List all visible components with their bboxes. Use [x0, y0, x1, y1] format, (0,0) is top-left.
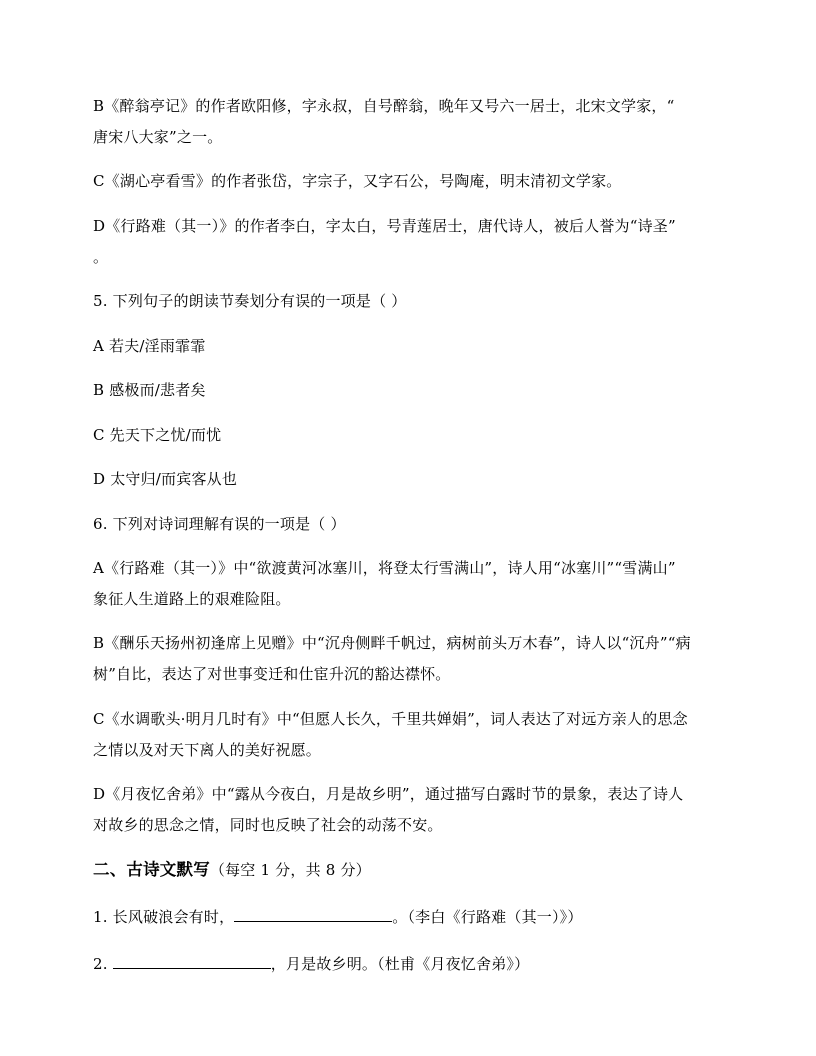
question-6: 6. 下列对诗词理解有误的一项是（ ） — [93, 515, 346, 533]
fill-question-1 — [93, 907, 733, 927]
fill-question-1-suffix: 。（李白《行路难（其一）》） — [392, 908, 583, 926]
fill-question-2-prefix: 2. — [93, 955, 113, 973]
question-6-option-b-line-2: 树”自比，表达了对世事变迁和仕宦升沉的豁达襟怀。 — [93, 665, 451, 683]
fill-question-1-prefix: 1. 长风破浪会有时， — [93, 908, 235, 926]
section-2-heading — [93, 860, 733, 880]
section-2-title: 二、古诗文默写 — [93, 860, 210, 879]
question-6-option-d-line-1: D《月夜忆舍弟》中“露从今夜白，月是故乡明”，通过描写白露时节的景象，表达了诗人 — [93, 785, 684, 803]
question-5-option-d: D 太守归/而宾客从也 — [93, 470, 238, 488]
question-5-option-a: A 若夫/淫雨霏霏 — [93, 337, 206, 355]
option-4b-line-2: 唐宋八大家”之一。 — [93, 128, 223, 146]
fill-question-2-blank[interactable] — [113, 954, 271, 969]
question-6-option-d-line-2: 对故乡的思念之情，同时也反映了社会的动荡不安。 — [93, 816, 443, 834]
question-6-option-c-line-1: C《水调歌头·明月几时有》中“但愿人长久，千里共婵娟”，词人表达了对远方亲人的思念 — [93, 710, 688, 728]
question-6-option-a-line-1: A《行路难（其一）》中“欲渡黄河冰塞川，将登太行雪满山”，诗人用“冰塞川”“雪满山” — [93, 559, 676, 577]
option-4d-line-2: 。 — [93, 248, 109, 266]
option-4d-line-1: D《行路难（其一）》的作者李白，字太白，号青莲居士，唐代诗人，被后人誉为“诗圣” — [93, 217, 676, 235]
question-6-option-a-line-2: 象征人生道路上的艰难险阻。 — [93, 590, 291, 608]
option-4c: C《湖心亭看雪》的作者张岱，字宗子，又字石公，号陶庵，明末清初文学家。 — [93, 172, 622, 190]
question-5-option-b: B 感极而/悲者矣 — [93, 381, 206, 399]
question-5: 5. 下列句子的朗读节奏划分有误的一项是（ ） — [93, 292, 407, 310]
section-2-score-note: （每空 1 分，共 8 分） — [209, 861, 371, 879]
question-6-option-c-line-2: 之情以及对天下离人的美好祝愿。 — [93, 741, 322, 759]
fill-question-1-blank[interactable] — [234, 907, 392, 922]
question-6-option-b-line-1: B《酬乐天扬州初逢席上见赠》中“沉舟侧畔千帆过，病树前头万木春”，诗人以“沉舟”“病 — [93, 634, 691, 652]
fill-question-2-suffix: ，月是故乡明。（杜甫《月夜忆舍弟》） — [270, 955, 530, 973]
question-5-option-c: C 先天下之忧/而忧 — [93, 426, 222, 444]
fill-question-2 — [93, 954, 733, 974]
option-4b-line-1: B《醉翁亭记》的作者欧阳修，字永叔，自号醉翁，晚年又号六一居士，北宋文学家，“ — [93, 97, 675, 115]
